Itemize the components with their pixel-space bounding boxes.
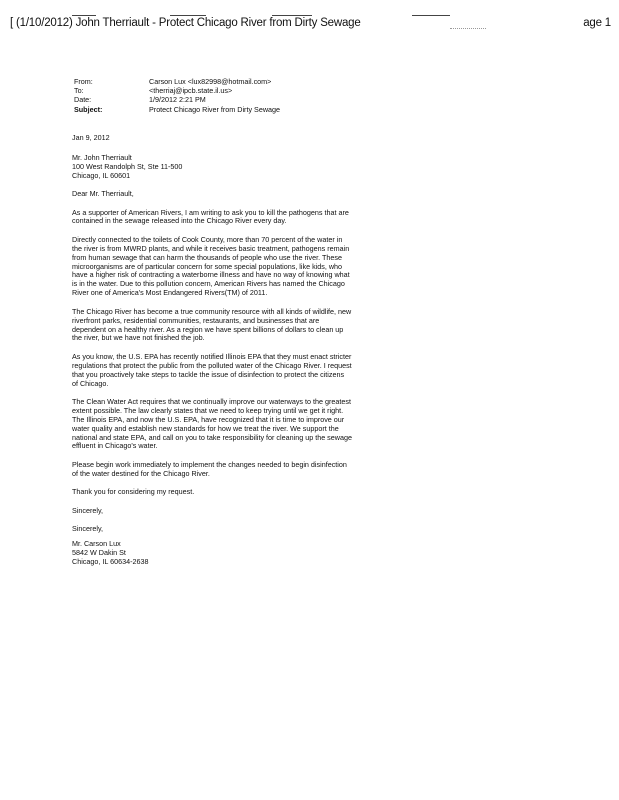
recipient-address <box>72 154 352 181</box>
meta-to <box>74 86 280 95</box>
recipient-city: Chicago, IL 60601 <box>72 170 131 180</box>
letter-date: Jan 9, 2012 <box>72 133 110 142</box>
email-meta <box>74 77 280 114</box>
date-label: Date: <box>74 95 92 105</box>
letter-body <box>72 134 352 576</box>
paragraph: Thank you for considering my request. <box>72 487 195 497</box>
paragraph: As a supporter of American Rivers, I am writing to ask you to kill the pathogens that are contained in the sewage released into the Chicago River every day. <box>72 207 349 226</box>
meta-subject <box>74 105 280 114</box>
header-title: [ (1/10/2012) John Therriault - Protect Chicago River from Dirty Sewage <box>10 17 361 29</box>
paragraph: As you know, the U.S. EPA has recently notified Illinois EPA that they must enact stricter regulations that protect the public from the polluted water of the Chicago River. I request that you proactively take steps to tackle the issue of disinfection to protect the citizens of Chicago. <box>72 351 352 388</box>
meta-date <box>74 95 280 104</box>
signer-city: Chicago, IL 60634-2638 <box>72 556 149 566</box>
paragraph: The Clean Water Act requires that we continually improve our waterways to the greatest extent possible. The law clearly states that we need to keep trying until we get it right. The Illinois EPA, and now the U.S. EPA, have recognized that it is time to improve our water quality and establish new standards for how we treat the river. We support the national and state EPA, and call on you to take responsibility for cleaning up the sewage effluent in Chicago's water. <box>72 396 352 451</box>
page-header <box>10 17 611 35</box>
to-value: <therriaj@ipcb.state.il.us> <box>149 86 233 96</box>
to-label: To: <box>74 86 84 96</box>
subject-label: Subject: <box>74 104 103 114</box>
from-value: Carson Lux <lux82998@hotmail.com> <box>149 77 272 86</box>
signer-name: Mr. Carson Lux <box>72 538 121 548</box>
recipient-street: 100 West Randolph St, Ste 11-500 <box>72 161 183 171</box>
meta-from <box>74 77 280 86</box>
header-redaction-mark <box>72 15 96 16</box>
subject-value: Protect Chicago River from Dirty Sewage <box>149 104 281 114</box>
salutation: Dear Mr. Therriault, <box>72 189 134 199</box>
signature-block <box>72 540 352 567</box>
closing: Sincerely, <box>72 524 104 533</box>
page-number: age 1 <box>583 17 611 29</box>
date-value: 1/9/2012 2:21 PM <box>149 95 206 105</box>
recipient-name: Mr. John Therriault <box>72 152 132 162</box>
paragraph: The Chicago River has become a true community resource with all kinds of wildlife, new riverfront parks, residential communities, restaurants, and businesses that are dependent on a healthy river. As a region we have spent billions of dollars to clean up the river, but we have not finished the job. <box>72 306 352 343</box>
header-dotted-line <box>450 28 486 30</box>
header-redaction-mark <box>412 15 450 16</box>
paragraph: Directly connected to the toilets of Cook County, more than 70 percent of the water in the river is from MWRD plants, and while it receives basic treatment, pathogens remain from human sewage that can harm the thousands of people who use the river. These microorganisms are of particular concern for some special populations, like kids, who have a higher risk of contracting a waterborne illness and have no way of knowing what is in the water. Due to this pollution concern, American Rivers has named the Chicago River one of America's Most Endangered Rivers(TM) of 2011. <box>72 234 350 298</box>
from-label: From: <box>74 77 93 86</box>
signer-street: 5842 W Dakin St <box>72 547 126 557</box>
header-redaction-mark <box>272 15 312 16</box>
header-redaction-mark <box>170 15 206 16</box>
closing: Sincerely, <box>72 505 104 515</box>
paragraph: Please begin work immediately to implement the changes needed to begin disinfection of the water destined for the Chicago River. <box>72 459 347 478</box>
